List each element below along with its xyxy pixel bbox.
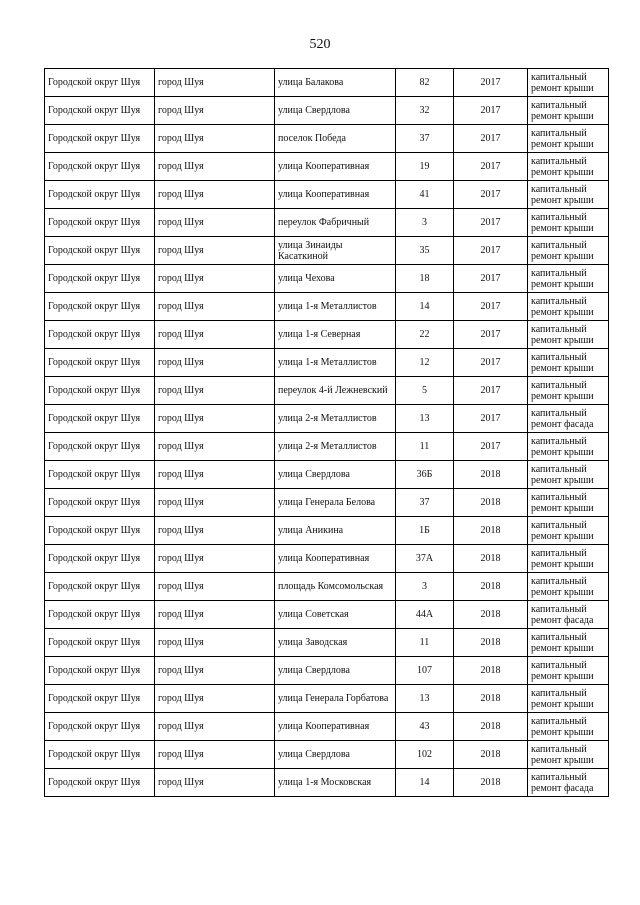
cell-work: капитальный ремонт крыши [528, 97, 609, 125]
cell-year: 2017 [454, 349, 528, 377]
page-number: 520 [309, 37, 331, 52]
cell-year: 2017 [454, 265, 528, 293]
cell-work: капитальный ремонт фасада [528, 601, 609, 629]
cell-settlement: город Шуя [155, 97, 275, 125]
cell-settlement: город Шуя [155, 685, 275, 713]
cell-street: улица Балакова [275, 69, 396, 97]
cell-year: 2018 [454, 713, 528, 741]
cell-house: 44А [396, 601, 454, 629]
cell-district: Городской округ Шуя [45, 153, 155, 181]
cell-work: капитальный ремонт крыши [528, 461, 609, 489]
cell-district: Городской округ Шуя [45, 349, 155, 377]
cell-street: улица Кооперативная [275, 181, 396, 209]
cell-work: капитальный ремонт крыши [528, 209, 609, 237]
cell-district: Городской округ Шуя [45, 517, 155, 545]
cell-street: переулок Фабричный [275, 209, 396, 237]
cell-work: капитальный ремонт крыши [528, 237, 609, 265]
cell-street: улица Генерала Белова [275, 489, 396, 517]
table-row [45, 69, 609, 97]
cell-year: 2017 [454, 209, 528, 237]
cell-year: 2017 [454, 321, 528, 349]
cell-district: Городской округ Шуя [45, 293, 155, 321]
table-row [45, 629, 609, 657]
cell-work: капитальный ремонт крыши [528, 657, 609, 685]
cell-year: 2018 [454, 573, 528, 601]
cell-house: 37 [396, 489, 454, 517]
cell-house: 107 [396, 657, 454, 685]
cell-street: улица Кооперативная [275, 713, 396, 741]
cell-district: Городской округ Шуя [45, 97, 155, 125]
table-row [45, 461, 609, 489]
cell-settlement: город Шуя [155, 489, 275, 517]
cell-district: Городской округ Шуя [45, 629, 155, 657]
cell-street: улица 1-я Металлистов [275, 293, 396, 321]
cell-house: 13 [396, 405, 454, 433]
cell-work: капитальный ремонт крыши [528, 69, 609, 97]
table-row [45, 489, 609, 517]
cell-district: Городской округ Шуя [45, 741, 155, 769]
cell-street: переулок 4-й Лежневский [275, 377, 396, 405]
cell-district: Городской округ Шуя [45, 433, 155, 461]
cell-house: 19 [396, 153, 454, 181]
table-row [45, 181, 609, 209]
cell-work: капитальный ремонт крыши [528, 433, 609, 461]
cell-house: 37А [396, 545, 454, 573]
cell-street: улица Чехова [275, 265, 396, 293]
cell-district: Городской округ Шуя [45, 125, 155, 153]
cell-settlement: город Шуя [155, 461, 275, 489]
cell-house: 36Б [396, 461, 454, 489]
cell-district: Городской округ Шуя [45, 461, 155, 489]
cell-house: 14 [396, 769, 454, 797]
cell-settlement: город Шуя [155, 713, 275, 741]
cell-house: 37 [396, 125, 454, 153]
cell-work: капитальный ремонт крыши [528, 685, 609, 713]
table-row [45, 125, 609, 153]
cell-year: 2018 [454, 741, 528, 769]
cell-street: улица Свердлова [275, 657, 396, 685]
cell-house: 82 [396, 69, 454, 97]
cell-street: улица 2-я Металлистов [275, 433, 396, 461]
cell-house: 13 [396, 685, 454, 713]
cell-year: 2017 [454, 433, 528, 461]
cell-year: 2018 [454, 545, 528, 573]
table-row [45, 685, 609, 713]
table-row [45, 321, 609, 349]
cell-work: капитальный ремонт крыши [528, 265, 609, 293]
cell-work: капитальный ремонт крыши [528, 321, 609, 349]
cell-street: улица 1-я Северная [275, 321, 396, 349]
cell-district: Городской округ Шуя [45, 405, 155, 433]
table-row [45, 713, 609, 741]
table-row [45, 349, 609, 377]
cell-street: улица Кооперативная [275, 545, 396, 573]
table-row [45, 657, 609, 685]
cell-settlement: город Шуя [155, 321, 275, 349]
table-row [45, 405, 609, 433]
cell-house: 3 [396, 209, 454, 237]
cell-street: улица Заводская [275, 629, 396, 657]
cell-street: улица Свердлова [275, 741, 396, 769]
cell-district: Городской округ Шуя [45, 573, 155, 601]
table-body [45, 69, 609, 797]
cell-settlement: город Шуя [155, 545, 275, 573]
cell-street: улица 2-я Металлистов [275, 405, 396, 433]
table-row [45, 97, 609, 125]
table-row [45, 769, 609, 797]
cell-work: капитальный ремонт фасада [528, 769, 609, 797]
cell-house: 41 [396, 181, 454, 209]
cell-year: 2018 [454, 657, 528, 685]
table-row [45, 433, 609, 461]
table-row [45, 545, 609, 573]
cell-street: улица 1-я Металлистов [275, 349, 396, 377]
cell-street: поселок Победа [275, 125, 396, 153]
cell-year: 2017 [454, 69, 528, 97]
cell-year: 2018 [454, 685, 528, 713]
cell-district: Городской округ Шуя [45, 69, 155, 97]
cell-year: 2017 [454, 405, 528, 433]
cell-settlement: город Шуя [155, 629, 275, 657]
cell-work: капитальный ремонт крыши [528, 741, 609, 769]
cell-work: капитальный ремонт крыши [528, 293, 609, 321]
cell-work: капитальный ремонт крыши [528, 629, 609, 657]
cell-year: 2018 [454, 769, 528, 797]
table-row [45, 601, 609, 629]
cell-settlement: город Шуя [155, 601, 275, 629]
cell-house: 1Б [396, 517, 454, 545]
cell-street: площадь Комсомольская [275, 573, 396, 601]
cell-house: 32 [396, 97, 454, 125]
cell-street: улица Свердлова [275, 97, 396, 125]
cell-year: 2017 [454, 293, 528, 321]
cell-settlement: город Шуя [155, 405, 275, 433]
cell-work: капитальный ремонт фасада [528, 405, 609, 433]
table-row [45, 237, 609, 265]
cell-street: улица 1-я Московская [275, 769, 396, 797]
cell-work: капитальный ремонт крыши [528, 545, 609, 573]
cell-year: 2018 [454, 489, 528, 517]
cell-year: 2018 [454, 461, 528, 489]
cell-year: 2017 [454, 237, 528, 265]
cell-year: 2017 [454, 97, 528, 125]
table-row [45, 293, 609, 321]
cell-settlement: город Шуя [155, 181, 275, 209]
cell-street: улица Зинаиды Касаткиной [275, 237, 396, 265]
cell-settlement: город Шуя [155, 657, 275, 685]
cell-settlement: город Шуя [155, 293, 275, 321]
cell-work: капитальный ремонт крыши [528, 153, 609, 181]
cell-settlement: город Шуя [155, 125, 275, 153]
cell-district: Городской округ Шуя [45, 181, 155, 209]
cell-district: Городской округ Шуя [45, 601, 155, 629]
cell-district: Городской округ Шуя [45, 685, 155, 713]
cell-house: 12 [396, 349, 454, 377]
table-row [45, 573, 609, 601]
cell-district: Городской округ Шуя [45, 265, 155, 293]
cell-year: 2018 [454, 601, 528, 629]
table-row [45, 517, 609, 545]
table-row [45, 377, 609, 405]
cell-settlement: город Шуя [155, 237, 275, 265]
table-row [45, 153, 609, 181]
cell-district: Городской округ Шуя [45, 321, 155, 349]
cell-work: капитальный ремонт крыши [528, 489, 609, 517]
cell-settlement: город Шуя [155, 377, 275, 405]
cell-settlement: город Шуя [155, 741, 275, 769]
cell-work: капитальный ремонт крыши [528, 181, 609, 209]
table-row [45, 265, 609, 293]
cell-house: 35 [396, 237, 454, 265]
cell-settlement: город Шуя [155, 517, 275, 545]
cell-work: капитальный ремонт крыши [528, 377, 609, 405]
cell-work: капитальный ремонт крыши [528, 349, 609, 377]
cell-settlement: город Шуя [155, 69, 275, 97]
cell-district: Городской округ Шуя [45, 377, 155, 405]
cell-district: Городской округ Шуя [45, 545, 155, 573]
cell-work: капитальный ремонт крыши [528, 125, 609, 153]
cell-settlement: город Шуя [155, 209, 275, 237]
cell-house: 22 [396, 321, 454, 349]
cell-house: 11 [396, 629, 454, 657]
table-row [45, 209, 609, 237]
cell-house: 14 [396, 293, 454, 321]
cell-settlement: город Шуя [155, 153, 275, 181]
cell-year: 2018 [454, 629, 528, 657]
cell-settlement: город Шуя [155, 433, 275, 461]
cell-work: капитальный ремонт крыши [528, 517, 609, 545]
cell-settlement: город Шуя [155, 769, 275, 797]
cell-house: 11 [396, 433, 454, 461]
cell-house: 3 [396, 573, 454, 601]
cell-house: 102 [396, 741, 454, 769]
cell-work: капитальный ремонт крыши [528, 573, 609, 601]
cell-house: 5 [396, 377, 454, 405]
cell-district: Городской округ Шуя [45, 489, 155, 517]
cell-street: улица Кооперативная [275, 153, 396, 181]
cell-district: Городской округ Шуя [45, 657, 155, 685]
cell-year: 2018 [454, 517, 528, 545]
cell-street: улица Свердлова [275, 461, 396, 489]
cell-settlement: город Шуя [155, 573, 275, 601]
cell-year: 2017 [454, 125, 528, 153]
cell-house: 43 [396, 713, 454, 741]
data-table [44, 68, 609, 797]
cell-district: Городской округ Шуя [45, 237, 155, 265]
cell-district: Городской округ Шуя [45, 769, 155, 797]
cell-year: 2017 [454, 153, 528, 181]
cell-year: 2017 [454, 377, 528, 405]
cell-street: улица Аникина [275, 517, 396, 545]
cell-settlement: город Шуя [155, 265, 275, 293]
cell-district: Городской округ Шуя [45, 713, 155, 741]
cell-street: улица Советская [275, 601, 396, 629]
cell-district: Городской округ Шуя [45, 209, 155, 237]
cell-settlement: город Шуя [155, 349, 275, 377]
cell-house: 18 [396, 265, 454, 293]
cell-street: улица Генерала Горбатова [275, 685, 396, 713]
cell-year: 2017 [454, 181, 528, 209]
table-row [45, 741, 609, 769]
cell-work: капитальный ремонт крыши [528, 713, 609, 741]
